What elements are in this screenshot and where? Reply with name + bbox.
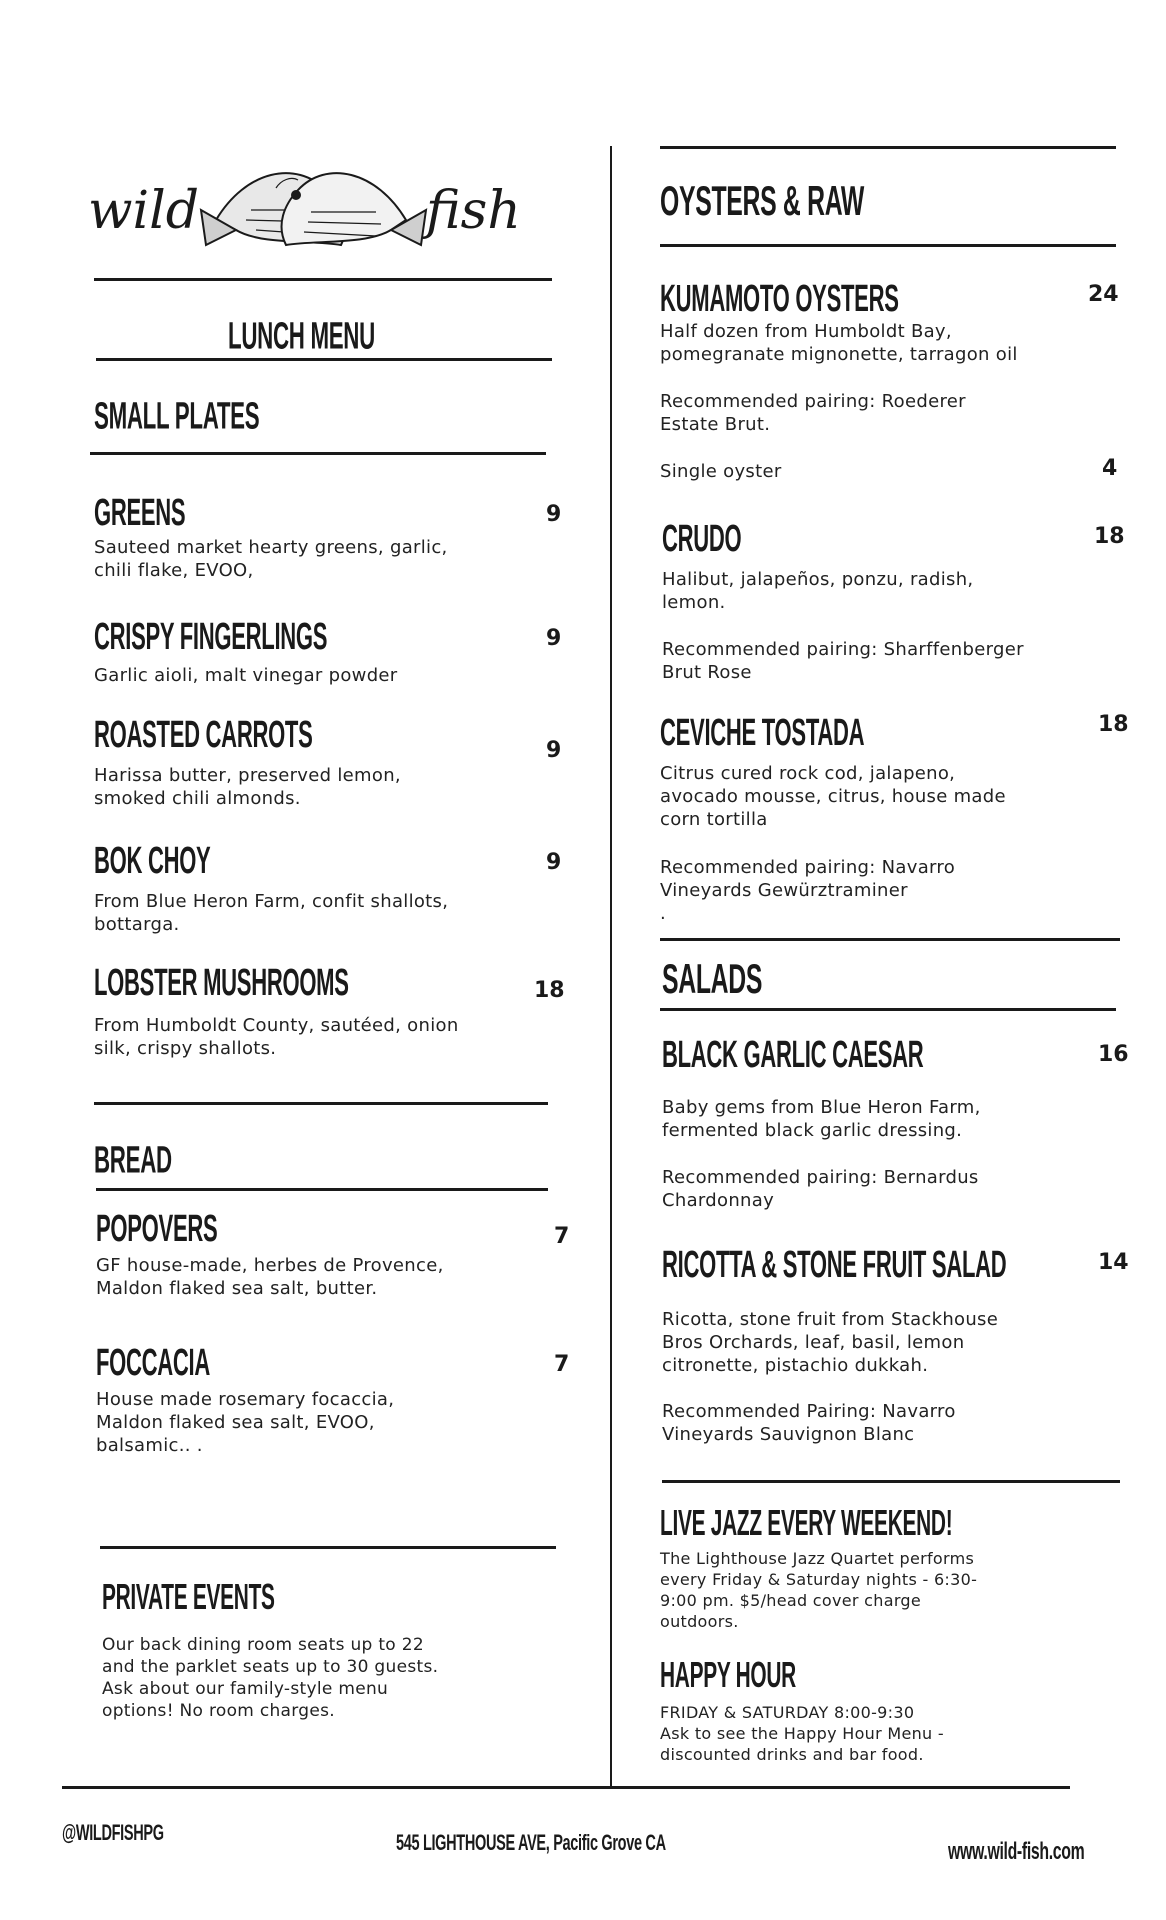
section-title-salads: SALADS — [662, 956, 763, 1003]
jazz-desc: The Lighthouse Jazz Quartet performs every Friday & Saturday nights - 6:30- 9:00 pm. $5/head cover charge outdoors. — [660, 1549, 978, 1631]
footer-social-handle[interactable]: @WILDFISHPG — [62, 1820, 164, 1845]
item-desc-popovers: GF house-made, herbes de Provence, Maldon flaked sea salt, butter. — [96, 1255, 444, 1299]
private-events-desc: Our back dining room seats up to 22 and the parklet seats up to 30 guests. Ask about our family-style menu options! No room charges. — [102, 1635, 439, 1721]
pairing-crudo: Recommended pairing: Sharffenberger Brut Rose — [662, 639, 1024, 683]
item-price-bok-choy: 9 — [546, 850, 562, 875]
column-divider — [610, 146, 612, 1786]
item-price-ricotta-salad: 14 — [1098, 1250, 1129, 1275]
item-desc-crispy-fingerlings: Garlic aioli, malt vinegar powder — [94, 665, 398, 686]
item-name-kumamoto-oysters: KUMAMOTO OYSTERS — [660, 278, 899, 320]
item-desc-ricotta-salad: Ricotta, stone fruit from Stackhouse Bros Orchards, leaf, basil, lemon citronette, pistachio dukkah. — [662, 1309, 999, 1376]
rule-above-bread — [94, 1102, 548, 1105]
item-name-lobster-mushrooms: LOBSTER MUSHROOMS — [94, 962, 349, 1004]
item-name-foccacia: FOCCACIA — [96, 1342, 210, 1384]
item-name-crudo: CRUDO — [662, 518, 742, 560]
item-price-lobster-mushrooms: 18 — [534, 978, 565, 1003]
item-price-black-garlic-caesar: 16 — [1098, 1042, 1129, 1067]
item-price-crispy-fingerlings: 9 — [546, 626, 562, 651]
item-name-crispy-fingerlings: CRISPY FINGERLINGS — [94, 616, 328, 658]
rule-above-salads — [660, 938, 1120, 941]
rule-above-jazz — [662, 1480, 1120, 1483]
footer-rule — [62, 1786, 1070, 1789]
item-desc-greens: Sauteed market hearty greens, garlic, chili flake, EVOO, — [94, 537, 448, 581]
item-name-popovers: POPOVERS — [96, 1208, 218, 1250]
item-price-kumamoto-oysters: 24 — [1088, 282, 1119, 307]
rule-under-menu-title — [96, 358, 552, 361]
item-desc-bok-choy: From Blue Heron Farm, confit shallots, bottarga. — [94, 891, 449, 935]
item-desc-kumamoto-oysters: Half dozen from Humboldt Bay, pomegranate mignonette, tarragon oil — [660, 321, 1018, 365]
item-name-roasted-carrots: ROASTED CARROTS — [94, 714, 313, 756]
logo-word-fish: fish — [426, 181, 521, 241]
item-name-ricotta-salad: RICOTTA & STONE FRUIT SALAD — [662, 1244, 1007, 1286]
item-price-ceviche-tostada: 18 — [1098, 712, 1129, 737]
pairing-black-garlic-caesar: Recommended pairing: Bernardus Chardonnay — [662, 1167, 979, 1211]
item-desc-ceviche-tostada: Citrus cured rock cod, jalapeno, avocado mousse, citrus, house made corn tortilla — [660, 763, 1006, 830]
rule-top-right — [660, 146, 1116, 149]
item-name-black-garlic-caesar: BLACK GARLIC CAESAR — [662, 1034, 924, 1076]
item-name-greens: GREENS — [94, 492, 186, 534]
section-title-oysters: OYSTERS & RAW — [660, 178, 865, 225]
fish-logo-icon — [86, 150, 546, 270]
single-oyster-price: 4 — [1102, 456, 1118, 481]
item-name-ceviche-tostada: CEVICHE TOSTADA — [660, 712, 865, 754]
pairing-kumamoto-oysters: Recommended pairing: Roederer Estate Brut. — [660, 391, 966, 435]
logo — [86, 150, 546, 270]
menu-title: LUNCH MENU — [228, 314, 375, 358]
section-title-bread: BREAD — [94, 1138, 172, 1182]
item-desc-roasted-carrots: Harissa butter, preserved lemon, smoked chili almonds. — [94, 765, 401, 809]
jazz-title: LIVE JAZZ EVERY WEEKEND! — [660, 1502, 953, 1543]
item-desc-lobster-mushrooms: From Humboldt County, sautéed, onion silk, crispy shallots. — [94, 1015, 459, 1059]
happy-hour-title: HAPPY HOUR — [660, 1654, 796, 1695]
rule-under-small-plates — [90, 452, 546, 455]
footer-website-link[interactable]: www.wild-fish.com — [948, 1838, 1085, 1865]
rule-under-logo — [94, 278, 552, 281]
item-desc-foccacia: House made rosemary focaccia, Maldon flaked sea salt, EVOO, balsamic.. . — [96, 1389, 395, 1456]
item-price-roasted-carrots: 9 — [546, 738, 562, 763]
rule-under-salads — [660, 1008, 1116, 1011]
footer-address: 545 LIGHTHOUSE AVE, Pacific Grove CA — [396, 1830, 666, 1855]
rule-under-bread — [96, 1188, 548, 1191]
item-desc-crudo: Halibut, jalapeños, ponzu, radish, lemon. — [662, 569, 974, 613]
happy-hour-desc: FRIDAY & SATURDAY 8:00-9:30 Ask to see the Happy Hour Menu - discounted drinks and bar food. — [660, 1703, 944, 1764]
item-price-foccacia: 7 — [554, 1352, 570, 1377]
item-desc-black-garlic-caesar: Baby gems from Blue Heron Farm, fermented black garlic dressing. — [662, 1097, 981, 1141]
item-price-popovers: 7 — [554, 1224, 570, 1249]
item-price-greens: 9 — [546, 502, 562, 527]
section-title-small-plates: SMALL PLATES — [94, 394, 260, 438]
logo-word-wild: wild — [88, 181, 200, 241]
item-name-bok-choy: BOK CHOY — [94, 840, 211, 882]
single-oyster-label: Single oyster — [660, 461, 782, 482]
pairing-ceviche-tostada: Recommended pairing: Navarro Vineyards Gewürztraminer . — [660, 857, 956, 924]
section-title-private-events: PRIVATE EVENTS — [102, 1576, 275, 1617]
item-price-crudo: 18 — [1094, 524, 1125, 549]
pairing-ricotta-salad: Recommended Pairing: Navarro Vineyards Sauvignon Blanc — [662, 1401, 956, 1445]
rule-above-private-events — [100, 1546, 556, 1549]
rule-under-oysters — [660, 244, 1116, 247]
